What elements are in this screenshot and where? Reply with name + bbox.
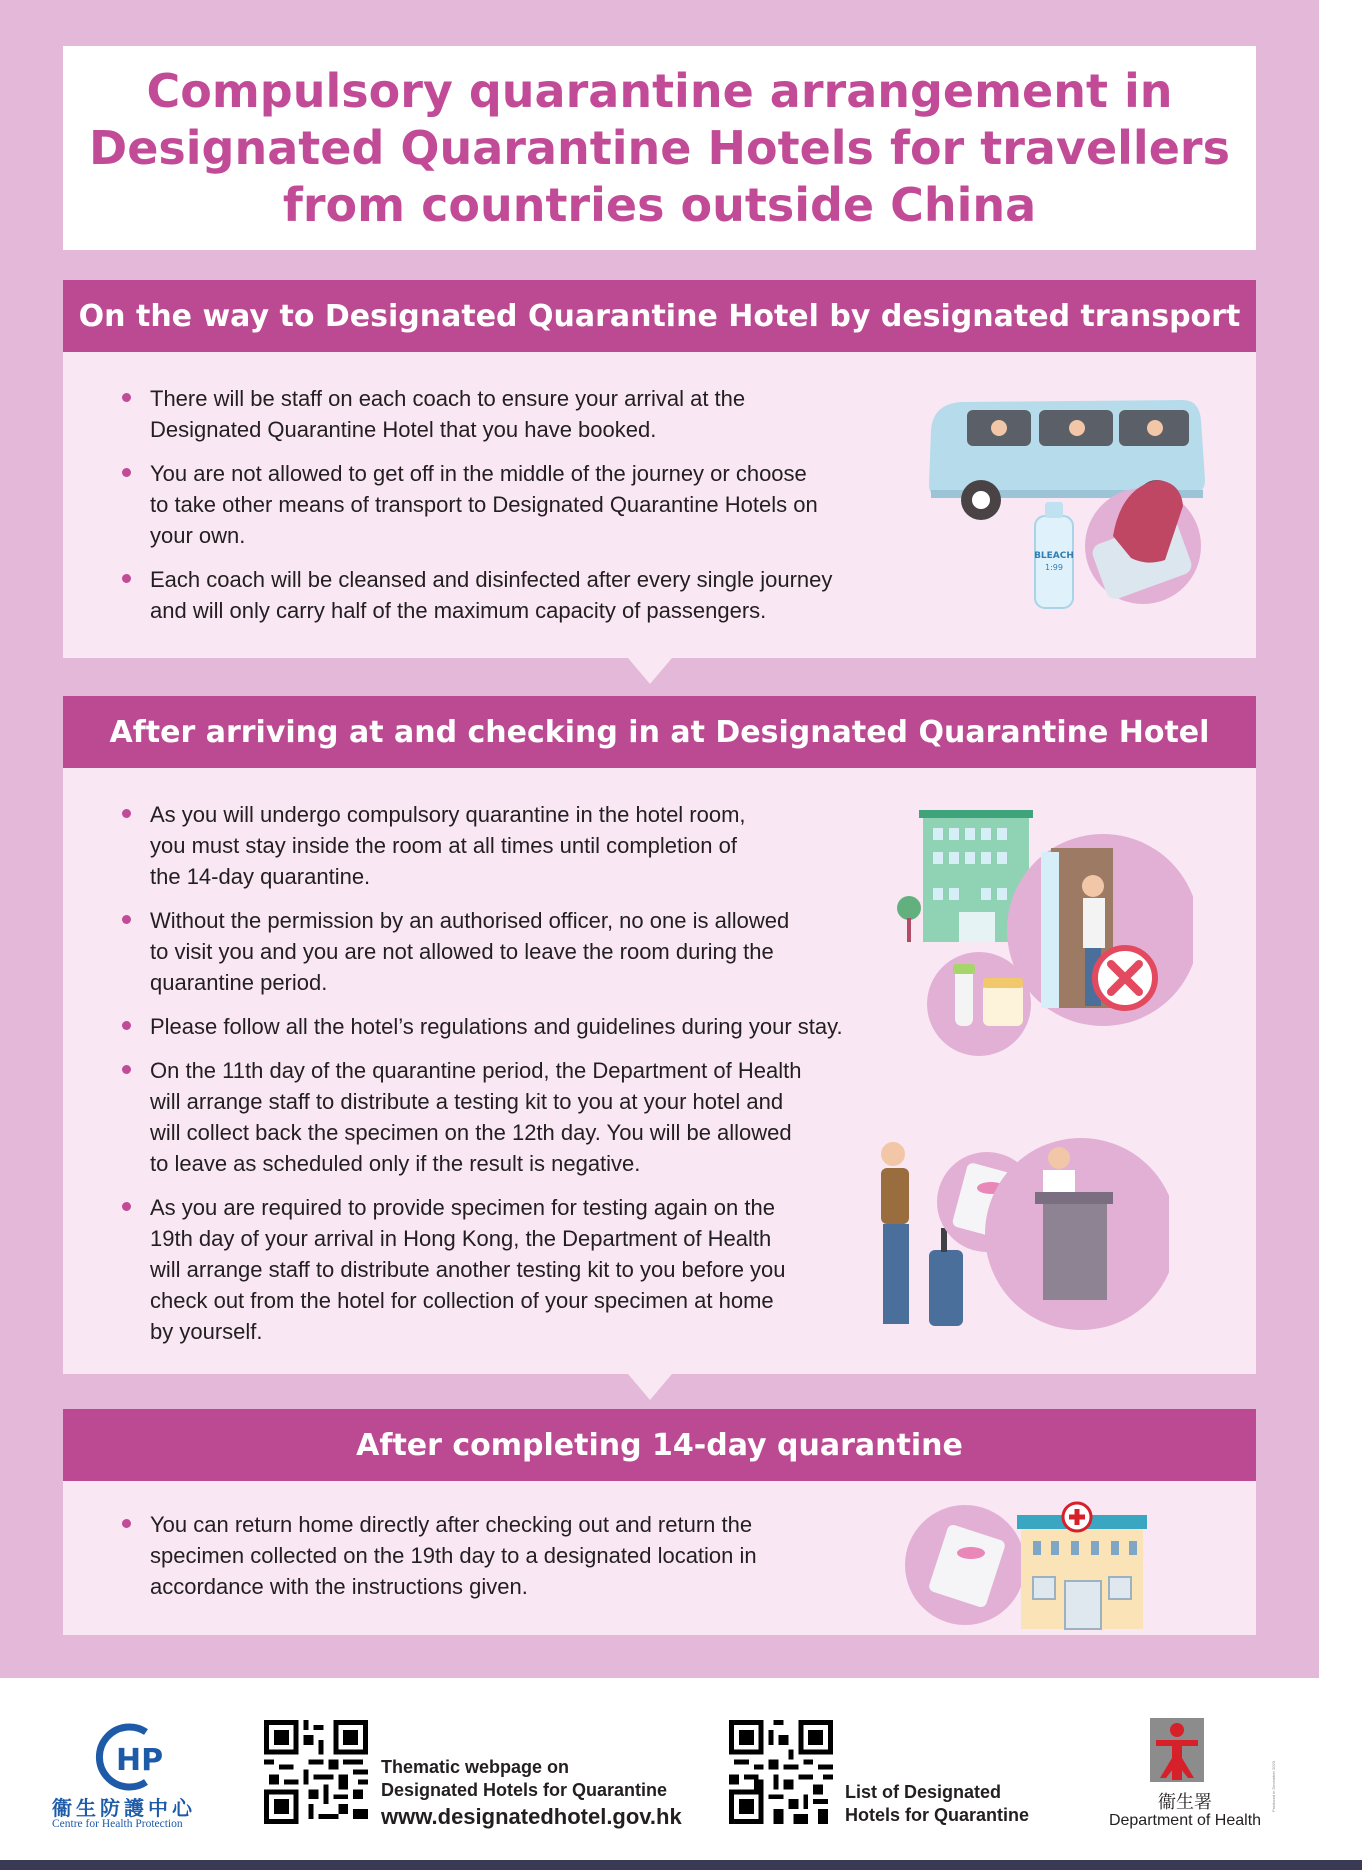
bullet-icon bbox=[122, 1519, 131, 1528]
bullet-line: Designated Quarantine Hotel that you have booked. bbox=[150, 417, 657, 442]
bullet-line: will arrange staff to distribute another testing kit to you before you bbox=[150, 1257, 786, 1282]
qr1-caption bbox=[381, 1756, 682, 1832]
section-heading-completion: After completing 14-day quarantine bbox=[63, 1409, 1256, 1481]
list-item bbox=[92, 1055, 992, 1179]
coach-disinfection-illustration bbox=[921, 390, 1221, 620]
qr-code-hotel-list[interactable] bbox=[729, 1720, 833, 1824]
bullet-line: Without the permission by an authorised officer, no one is allowed bbox=[150, 908, 790, 933]
chp-logo-text: HP bbox=[116, 1743, 164, 1778]
bullet-icon bbox=[122, 574, 131, 583]
bullet-line: accordance with the instructions given. bbox=[150, 1574, 528, 1599]
bleach-ratio: 1:99 bbox=[1045, 563, 1063, 572]
bullet-icon bbox=[122, 1021, 131, 1030]
reception-desk-icon bbox=[985, 1138, 1169, 1330]
bullet-icon bbox=[122, 393, 131, 402]
title-line: from countries outside China bbox=[282, 177, 1037, 232]
section-body-completion bbox=[63, 1481, 1256, 1635]
qr-code-thematic-webpage[interactable] bbox=[264, 1720, 368, 1824]
list-item bbox=[92, 1509, 952, 1602]
flow-arrow bbox=[628, 658, 672, 684]
bottom-strip bbox=[0, 1860, 1362, 1870]
qr1-caption-line: Thematic webpage on bbox=[381, 1757, 570, 1777]
bullet-line: to take other means of transport to Designated Quarantine Hotels on bbox=[150, 492, 818, 517]
bullet-line: Each coach will be cleansed and disinfected after every single journey bbox=[150, 567, 833, 592]
qr1-caption-line: Designated Hotels for Quarantine bbox=[381, 1780, 668, 1800]
bullet-line: quarantine period. bbox=[150, 970, 328, 995]
bullet-list bbox=[92, 383, 912, 639]
bullet-line: There will be staff on each coach to ensure your arrival at the bbox=[150, 386, 746, 411]
bullet-icon bbox=[122, 809, 131, 818]
bullet-list bbox=[92, 799, 992, 1360]
hotel-room-illustration bbox=[893, 808, 1193, 1068]
section-heading-hotel: After arriving at and checking in at Designated Quarantine Hotel bbox=[63, 696, 1256, 768]
doh-logo-icon bbox=[1150, 1718, 1204, 1782]
production-date-note: Produced in December 2020 bbox=[1270, 1761, 1276, 1812]
room-door-icon bbox=[1007, 834, 1193, 1026]
check-out-illustration bbox=[869, 1138, 1169, 1348]
qr2-caption-line: List of Designated bbox=[845, 1782, 1002, 1802]
doh-logo bbox=[1095, 1718, 1275, 1838]
bullet-line: You can return home directly after checking out and return the bbox=[150, 1512, 753, 1537]
return-specimen-illustration bbox=[905, 1497, 1205, 1633]
list-item bbox=[92, 564, 912, 626]
bleach-label: BLEACH bbox=[1034, 551, 1074, 561]
bullet-line: You are not allowed to get off in the middle of the journey or choose bbox=[150, 461, 807, 486]
disinfect-hand-icon bbox=[1085, 480, 1201, 604]
bullet-icon bbox=[122, 1202, 131, 1211]
chp-logo bbox=[52, 1722, 212, 1832]
bullet-line: and will only carry half of the maximum capacity of passengers. bbox=[150, 598, 767, 623]
title-line: Designated Quarantine Hotels for travellers bbox=[89, 120, 1230, 175]
bullet-line: you must stay inside the room at all times until completion of bbox=[150, 833, 737, 858]
flow-arrow bbox=[628, 1374, 672, 1400]
list-item bbox=[92, 905, 992, 998]
qr1-url-link[interactable]: www.designatedhotel.gov.hk bbox=[381, 1804, 682, 1829]
bullet-line: On the 11th day of the quarantine period, the Department of Health bbox=[150, 1058, 802, 1083]
doh-chinese-name: 衞生署 bbox=[1158, 1792, 1212, 1813]
bullet-icon bbox=[122, 468, 131, 477]
bullet-line: to visit you and you are not allowed to leave the room during the bbox=[150, 939, 774, 964]
list-item bbox=[92, 1192, 992, 1347]
bullet-line: 19th day of your arrival in Hong Kong, the Department of Health bbox=[150, 1226, 772, 1251]
bullet-line: As you will undergo compulsory quarantine in the hotel room, bbox=[150, 802, 746, 827]
bullet-icon bbox=[122, 1065, 131, 1074]
bullet-list bbox=[92, 1509, 952, 1615]
bullet-line: Please follow all the hotel’s regulations and guidelines during your stay. bbox=[150, 1014, 843, 1039]
bullet-line: specimen collected on the 19th day to a designated location in bbox=[150, 1543, 757, 1568]
clinic-building-icon bbox=[1017, 1503, 1147, 1629]
chp-english-name: Centre for Health Protection bbox=[52, 1818, 183, 1830]
chp-logo-icon bbox=[86, 1722, 176, 1792]
bullet-line: by yourself. bbox=[150, 1319, 263, 1344]
chp-chinese-name: 衞生防護中心 bbox=[52, 1796, 196, 1820]
bullet-line: will collect back the specimen on the 12th day. You will be allowed bbox=[150, 1120, 792, 1145]
section-body-hotel bbox=[63, 768, 1256, 1374]
list-item bbox=[92, 1011, 992, 1042]
bullet-line: to leave as scheduled only if the result is negative. bbox=[150, 1151, 641, 1176]
qr2-caption bbox=[845, 1781, 1029, 1827]
bullet-icon bbox=[122, 915, 131, 924]
qr2-caption-line: Hotels for Quarantine bbox=[845, 1805, 1030, 1825]
bullet-line: check out from the hotel for collection of your specimen at home bbox=[150, 1288, 774, 1313]
doh-english-name: Department of Health bbox=[1108, 1812, 1262, 1829]
section-heading-transport: On the way to Designated Quarantine Hotel by designated transport bbox=[63, 280, 1256, 352]
section-body-transport bbox=[63, 352, 1256, 658]
bullet-line: your own. bbox=[150, 523, 246, 548]
specimen-bag-icon bbox=[905, 1505, 1025, 1625]
list-item bbox=[92, 799, 992, 892]
footer bbox=[0, 1678, 1362, 1860]
bullet-line: the 14-day quarantine. bbox=[150, 864, 371, 889]
list-item bbox=[92, 458, 912, 551]
bullet-line: will arrange staff to distribute a testing kit to you at your hotel and bbox=[150, 1089, 784, 1114]
page-title bbox=[63, 46, 1256, 250]
list-item bbox=[92, 383, 912, 445]
bleach-bottle-icon bbox=[1034, 502, 1074, 608]
specimen-bottles-icon bbox=[927, 952, 1031, 1056]
title-line: Compulsory quarantine arrangement in bbox=[146, 63, 1173, 118]
bullet-line: As you are required to provide specimen for testing again on the bbox=[150, 1195, 775, 1220]
